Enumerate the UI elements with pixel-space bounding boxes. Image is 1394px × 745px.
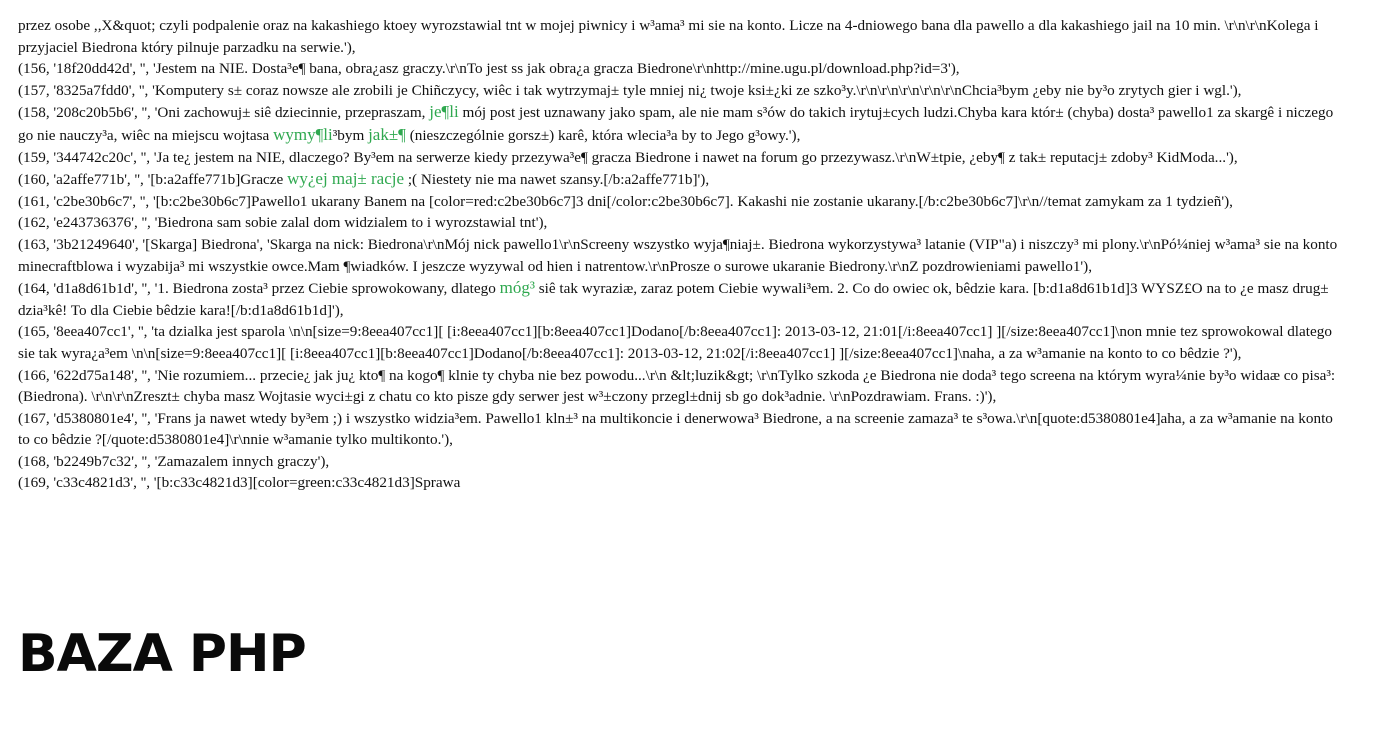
record-text: ³bym bbox=[332, 126, 369, 144]
sql-record: (161, 'c2be30b6c7', '', '[b:c2be30b6c7]Pawello1 ukarany Banem na [color=red:c2be30b6c7]3 dni[/color:c2be30b6c7]. Kakashi nie zostanie ukarany.[/b:c2be30b6c7]\r\n//temat zamykam za 1 tydzieñ'), bbox=[18, 192, 1233, 210]
record-text: (158, '208c20b5b6', '', 'Oni zachowuj± siê dziecinnie, przepraszam, bbox=[18, 104, 430, 122]
record-text: siê tak wyraziæ, zaraz potem Ciebie wywali³em. 2. Co do owiec ok, bêdzie kara. [b:d1a8d61b1d]3 WYSZ£O na to ¿e masz drug± dzia³kê! To dla Ciebie bêdzie kara![/b:d1a8d61b1d]'), bbox=[18, 280, 1329, 319]
highlighted-word: jak±¶ bbox=[368, 124, 406, 144]
sql-record: (163, '3b21249640', '[Skarga] Biedrona', 'Skarga na nick: Biedrona\r\nMój nick pawello1\r\nScreeny wszystko wyja¶niaj±. Biedrona wykorzystywa³ latanie (VIP"a) i niszczy³ mi plony.\r\nPó¼niej w³ama³ sie na konto minecraftblowa i wyzabija³ mi wszystkie owce.Mam ¶wiadków. I jeszcze wyzywal od hien i natrentow.\r\nProsze o surowe ukaranie Biedrony.\r\nZ pozdrowieniami pawello1'), bbox=[18, 235, 1338, 275]
highlighted-word: je¶li bbox=[429, 102, 459, 122]
record-text: ;( Niestety nie ma nawet szansy.[/b:a2affe771b]'), bbox=[404, 171, 710, 189]
sql-record: (165, '8eea407cc1', '', 'ta dzialka jest sparola \n\n[size=9:8eea407cc1][ [i:8eea407cc1][b:8eea407cc1]Dodano[/b:8eea407cc1]: 2013-03-12, 21:01[/i:8eea407cc1] ][/size:8eea407cc1]\non mnie tez sprowokowal dlatego sie tak wyra¿a³em \n\n[size=9:8eea407cc1][ [i:8eea407cc1][b:8eea407cc1]Dodano[/b:8eea407cc1]: 2013-03-12, 21:02[/i:8eea407cc1] ][/size:8eea407cc1]\naha, a za w³amanie na konto to co bêdzie ?'), bbox=[18, 323, 1332, 362]
sql-record: (169, 'c33c4821d3', '', '[b:c33c4821d3][color=green:c33c4821d3]Sprawa bbox=[18, 474, 461, 492]
sql-record: (167, 'd5380801e4', '', 'Frans ja nawet wtedy by³em ;) i wszystko widzia³em. Pawello1 kln±³ na multikoncie i denerwowa³ Biedrone, a na screenie zamaza³ te s³owa.\r\n[quote:d5380801e4]aha, a za w³amanie na konto to co bêdzie ?[/quote:d5380801e4]\r\nnie w³amanie tylko multikonto.'), bbox=[18, 409, 1333, 449]
record-text: (164, 'd1a8d61b1d', '', '1. Biedrona zosta³ przez Ciebie sprowokowany, dlatego bbox=[18, 280, 500, 298]
sql-record: (159, '344742c20c', '', 'Ja te¿ jestem na NIE, dlaczego? By³em na serwerze kiedy przezywa³e¶ gracza Biedrone i nawet na forum go przezywasz.\r\nW±tpie, ¿eby¶ z tak± reputacj± zdoby³ KidModa...'), bbox=[18, 148, 1238, 166]
page-heading: BAZA PHP bbox=[18, 624, 306, 684]
sql-record: (168, 'b2249b7c32', '', 'Zamazalem innych graczy'), bbox=[18, 452, 330, 470]
sql-record: (156, '18f20dd42d', '', 'Jestem na NIE. Dosta³e¶ bana, obra¿asz graczy.\r\nTo jest ss jak obra¿a gracza Biedrone\r\nhttp://mine.ugu.pl/download.php?id=3'), bbox=[18, 60, 960, 78]
record-text: (nieszczególnie gorsz±) karê, która wlecia³a by to Jego g³owy.'), bbox=[405, 126, 801, 144]
sql-record bbox=[18, 277, 1343, 321]
highlighted-word: wymy¶li bbox=[273, 124, 333, 144]
sql-record: (162, 'e243736376', '', 'Biedrona sam sobie zalal dom widzialem to i wyrozstawial tnt'), bbox=[18, 214, 548, 232]
sql-record bbox=[18, 168, 1343, 191]
sql-record: przez osobe ,,X&quot; czyli podpalenie oraz na kakashiego ktoey wyrozstawial tnt w mojej piwnicy i w³ama³ mi sie na konto. Licze na 4-dniowego bana dla pawello a dla kakashiego jail na 10 min. \r\n\r\nKolega i przyjaciel Biedrona który pilnuje parzadku na serwie.'), bbox=[18, 17, 1319, 56]
record-text: (160, 'a2affe771b', '', '[b:a2affe771b]Gracze bbox=[18, 171, 288, 189]
sql-record: (157, '8325a7fdd0', '', 'Komputery s± coraz nowsze ale zrobili je Chiñczycy, wiêc i tak wytrzymaj± tyle mniej ni¿ twoje ksi±¿ki ze szko³y.\r\n\r\n\r\n\r\n\r\nChcia³bym ¿eby nie by³o zrytych gier i wgl.'), bbox=[18, 81, 1242, 99]
sql-record bbox=[18, 101, 1343, 146]
sql-record: (166, '622d75a148', '', 'Nie rozumiem... przecie¿ jak ju¿ kto¶ na kogo¶ klnie ty chyba nie bez powodu...\r\n &lt;luzik&gt; \r\nTylko szkoda ¿e Biedrona nie doda³ tego screena na którym wyra¼nie by³o widaæ co pisa³: (Biedrona). \r\n\r\nZreszt± chyba masz Wojtasie wyci±gi z chatu co kto pisze gdy serwer jest w³±czony przegl±dnij sb go dok³adnie. \r\nPozdrawiam. Frans. :)'), bbox=[18, 366, 1336, 406]
highlighted-word: móg³ bbox=[499, 278, 535, 298]
sql-dump-text bbox=[18, 15, 1343, 494]
record-text: mój post jest uznawany jako spam, ale nie mam s³ów do takich irytuj±cych ludzi.Chyba kara któr± (chyba) dosta³ pawello1 za skargê i niczego go nie nauczy³a, wiêc na miejscu wojtasa bbox=[18, 104, 1334, 144]
highlighted-word: wy¿ej maj± racje bbox=[287, 169, 405, 189]
